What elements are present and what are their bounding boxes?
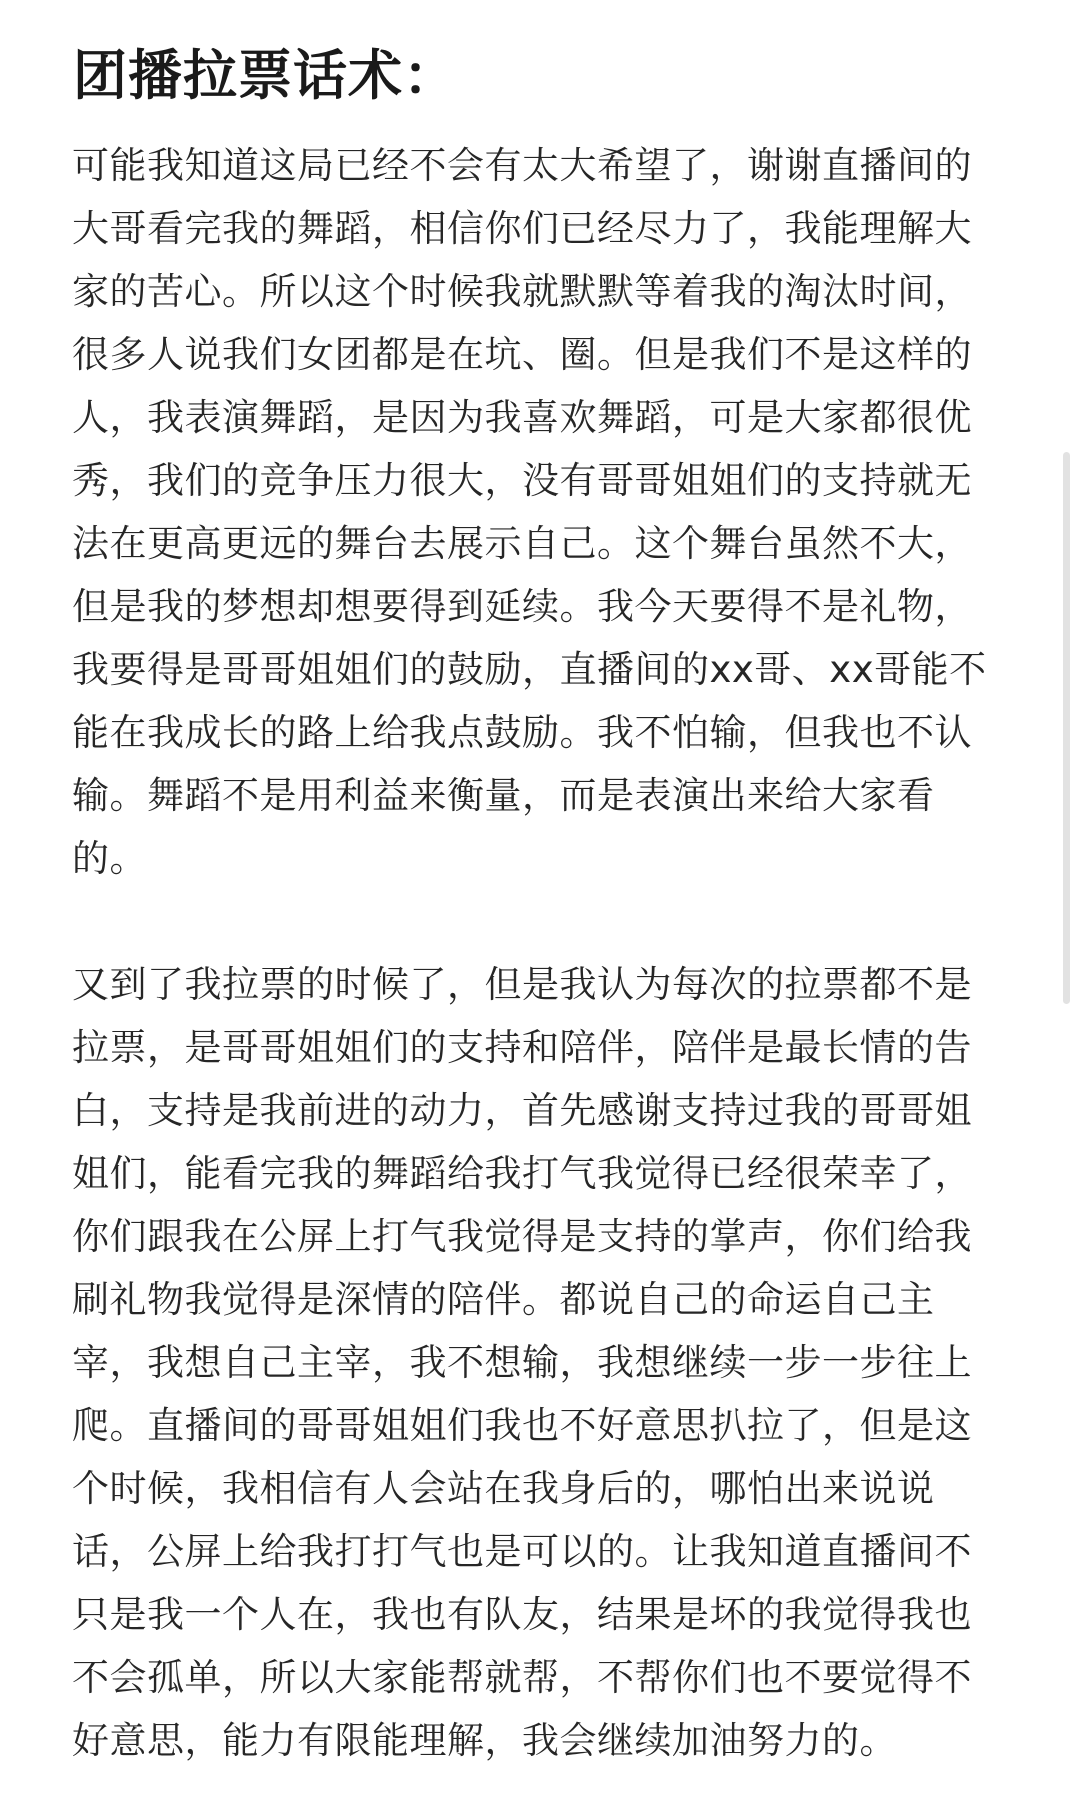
text-line: 爬。直播间的哥哥姐姐们我也不好意思扒拉了，但是这 bbox=[72, 1404, 972, 1447]
text-line: 但是我的梦想却想要得到延续。我今天要得不是礼物， bbox=[72, 585, 972, 628]
text-line: 白，支持是我前进的动力，首先感谢支持过我的哥哥姐 bbox=[72, 1089, 972, 1132]
page-title: 团播拉票话术： bbox=[73, 44, 458, 107]
text-line: 拉票，是哥哥姐姐们的支持和陪伴，陪伴是最长情的告 bbox=[72, 1026, 972, 1069]
text-line: 人，我表演舞蹈，是因为我喜欢舞蹈，可是大家都很优 bbox=[72, 396, 972, 439]
text-line: 不会孤单，所以大家能帮就帮，不帮你们也不要觉得不 bbox=[72, 1656, 972, 1699]
text-line: 大哥看完我的舞蹈，相信你们已经尽力了，我能理解大 bbox=[72, 207, 972, 250]
text-line: 只是我一个人在，我也有队友，结果是坏的我觉得我也 bbox=[72, 1593, 972, 1636]
article-body bbox=[72, 134, 992, 1772]
text-line: 能在我成长的路上给我点鼓励。我不怕输，但我也不认 bbox=[72, 711, 972, 754]
text-line: 可能我知道这局已经不会有太大希望了，谢谢直播间的 bbox=[72, 144, 972, 187]
vertical-scrollbar[interactable] bbox=[1063, 452, 1070, 1004]
text-line: 我要得是哥哥姐姐们的鼓励，直播间的xx哥、xx哥能不 bbox=[72, 648, 987, 691]
paragraph-2 bbox=[72, 953, 992, 1772]
text-line: 刷礼物我觉得是深情的陪伴。都说自己的命运自己主 bbox=[72, 1278, 935, 1321]
text-line: 很多人说我们女团都是在坑、圈。但是我们不是这样的 bbox=[72, 333, 972, 376]
text-line: 个时候，我相信有人会站在我身后的，哪怕出来说说 bbox=[72, 1467, 935, 1510]
text-line: 输。舞蹈不是用利益来衡量，而是表演出来给大家看 bbox=[72, 774, 935, 817]
text-line: 法在更高更远的舞台去展示自己。这个舞台虽然不大， bbox=[72, 522, 972, 565]
text-line: 姐们，能看完我的舞蹈给我打气我觉得已经很荣幸了， bbox=[72, 1152, 972, 1195]
text-line: 你们跟我在公屏上打气我觉得是支持的掌声，你们给我 bbox=[72, 1215, 972, 1258]
text-line: 秀，我们的竞争压力很大，没有哥哥姐姐们的支持就无 bbox=[72, 459, 972, 502]
paragraph-1 bbox=[72, 134, 992, 890]
text-line: 话，公屏上给我打打气也是可以的。让我知道直播间不 bbox=[72, 1530, 972, 1573]
text-line: 好意思，能力有限能理解，我会继续加油努力的。 bbox=[72, 1719, 897, 1762]
text-line: 家的苦心。所以这个时候我就默默等着我的淘汰时间， bbox=[72, 270, 972, 313]
text-line: 的。 bbox=[72, 837, 147, 880]
text-line: 宰，我想自己主宰，我不想输，我想继续一步一步往上 bbox=[72, 1341, 972, 1384]
paragraph-spacer bbox=[72, 890, 992, 953]
text-line: 又到了我拉票的时候了，但是我认为每次的拉票都不是 bbox=[72, 963, 972, 1006]
